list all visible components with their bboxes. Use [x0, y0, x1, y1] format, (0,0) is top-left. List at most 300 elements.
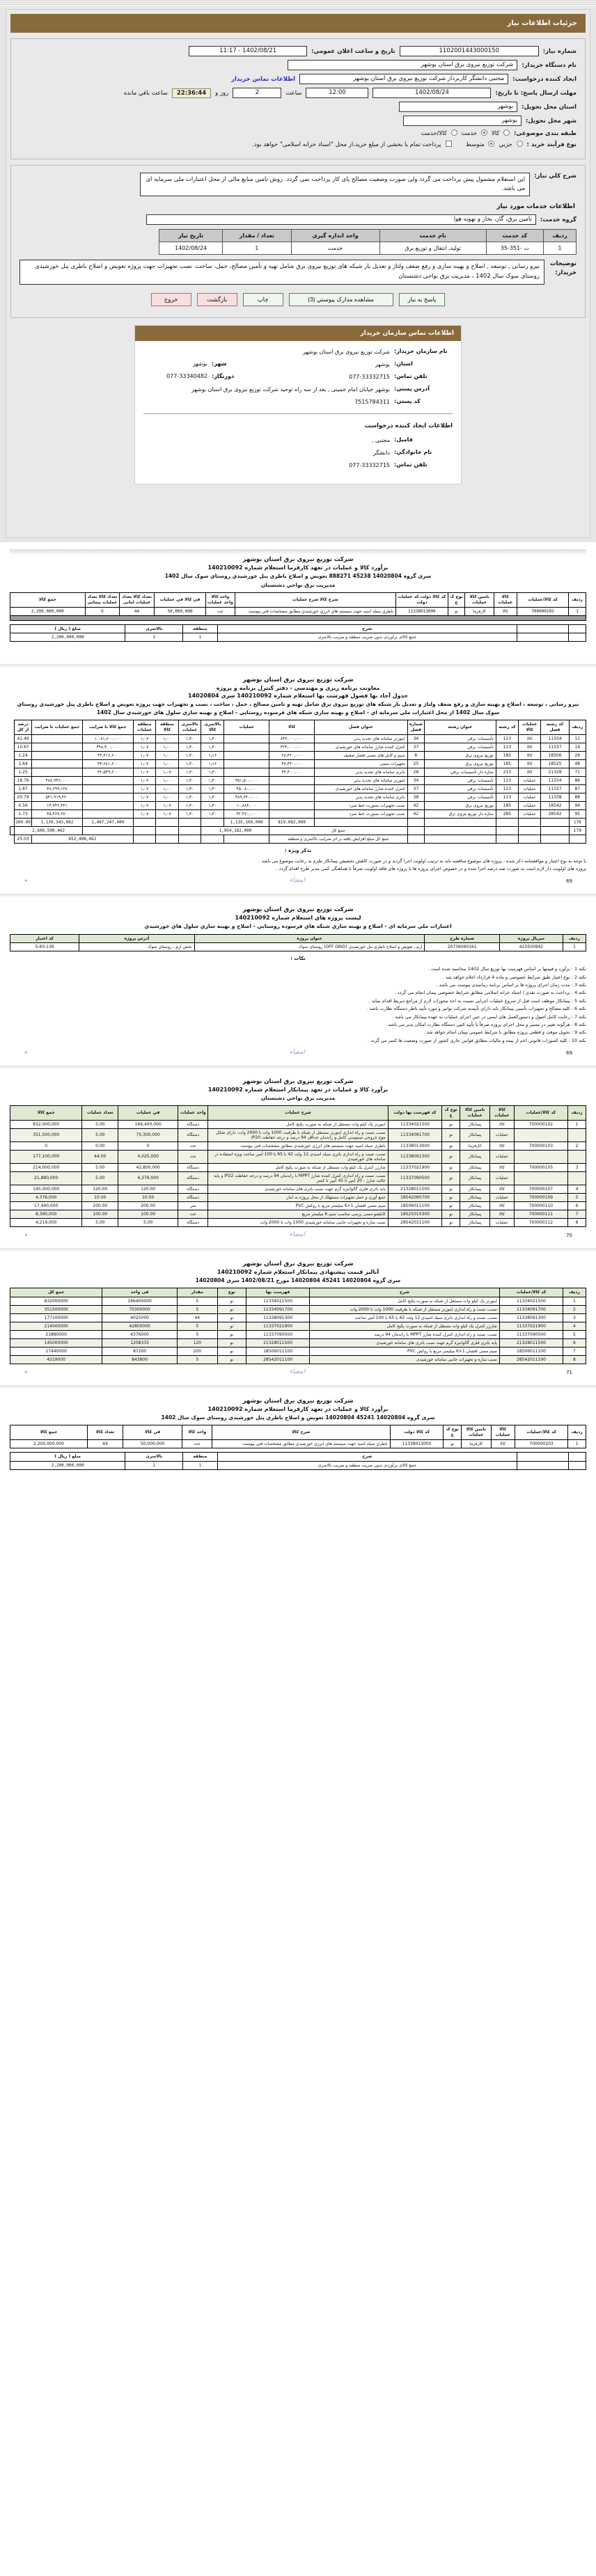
table-cell: نو: [217, 1322, 246, 1330]
table-header-row: [10, 624, 586, 633]
table-cell: ۱٫۳۰: [178, 751, 201, 759]
table-cell: 1,954,182,000: [201, 826, 269, 835]
table-cell: 37: [407, 743, 425, 751]
table-subtotal-row: [10, 818, 586, 826]
table-cell: دستگاه: [178, 1193, 208, 1201]
table-cell: 10.67: [15, 743, 32, 751]
table-cell: ۱٫۳۰: [178, 801, 201, 809]
table-cell: [178, 826, 201, 835]
th-unit: واحد اندازه گیری: [291, 230, 379, 242]
back-button[interactable]: بازگشت: [197, 293, 237, 306]
table-cell: ۴۴,۶۸۱,۶۰۰: [82, 759, 133, 768]
table-cell: [407, 835, 425, 843]
table-cell: کالا: [518, 759, 541, 768]
browser-chrome-lines: [0, 0, 596, 6]
table-cell: پیمانکار: [460, 1120, 490, 1128]
table-cell: 145000000: [10, 1338, 102, 1347]
table-cell: 8,390,000: [10, 1210, 82, 1218]
row-province: [19, 102, 577, 112]
print-button[interactable]: چاپ: [243, 293, 283, 306]
table-row: [10, 1201, 586, 1210]
table-cell: 4,376,000: [10, 1193, 82, 1201]
table-cell: 100.00: [118, 1210, 178, 1218]
table-cell: نو: [442, 1128, 460, 1141]
table-cell: ۱٫۰۰: [156, 751, 178, 759]
th-p2-7: کالا: [269, 720, 315, 734]
th-p6-10: جمع کالا: [10, 1425, 88, 1440]
table-cell: 42800000: [102, 1322, 178, 1330]
table-cell: [224, 835, 269, 843]
table-cell: 28: [407, 768, 425, 776]
th-p5-3: فهرست بها: [246, 1288, 310, 1297]
table-cell: 0: [10, 1141, 82, 1150]
sum-blank-a: [569, 624, 586, 633]
th-p1-2: کالا عملیات: [494, 593, 517, 608]
table-cell: [224, 768, 269, 776]
table-cell: عملیات: [518, 801, 541, 809]
table-cell: ۱٫۰۰: [156, 793, 178, 801]
table-cell: اینورتر سامانه هاي تجدید پذیر: [314, 776, 407, 784]
table-cell: پیمانکار: [460, 1218, 490, 1226]
field-buyer-notes: نیرو رسانی , توسعه , اصلاح و بهینه سازی و رفع ضعف ولتاژ و تعدیل بار شبکه های توزیع نیروی برق شامل تهیه و تأمین مصالح، حمل، ساخت، نصب تجهیزات جهت پروژه تعویض و اصلاح باطری پنل خورشیدی روستای سوک سال 1402 ، مدیریت برق نواحی دشتستان: [19, 260, 544, 284]
table-cell: 5: [177, 1355, 217, 1364]
office-stamp: ✦: [24, 1050, 29, 1057]
table-cell: تأسیسات برقي: [425, 734, 496, 743]
table-cell: 94: [569, 801, 586, 809]
th-sum-2: بالاسری: [125, 624, 183, 633]
th-p5-6: فی واحد: [102, 1288, 178, 1297]
row-service-group: [19, 214, 577, 225]
table-cell: 18525010300: [388, 1210, 442, 1218]
table-cell: [518, 818, 541, 826]
table-cell: 4376000: [102, 1330, 178, 1338]
th-p1-5: کد کالا دولت کد عملیات دولت: [396, 593, 448, 608]
table-cell: کالا: [490, 1141, 514, 1150]
table-cell: [541, 835, 569, 843]
table-cell: 652,408,462: [32, 835, 134, 843]
table-cell: [32, 768, 83, 776]
buyer-contact-link[interactable]: اطلاعات تماس خریدار: [231, 75, 296, 83]
table-cell: 100.00: [15, 818, 32, 826]
print4-tbody: [10, 1120, 586, 1226]
table-cell: 50,000,000: [123, 1439, 182, 1448]
table-cell: 11338091300: [246, 1313, 310, 1322]
table-cell: ۱٫۰۰: [156, 743, 178, 751]
table-cell: 113: [496, 743, 518, 751]
table-cell: 11338013000: [388, 1141, 442, 1150]
contact-row-postal: [143, 398, 453, 406]
cell-p1-7: عدد: [206, 607, 235, 615]
radio-label-kala: کالا: [491, 130, 500, 137]
table-cell: [178, 835, 201, 843]
th-p4-2: کالا عملیات: [490, 1106, 514, 1121]
cell-p1-10: 0: [85, 607, 120, 615]
table-cell: 1: [563, 943, 586, 951]
table-cell: تأسیسات برقي: [425, 793, 496, 801]
table-cell: پیمانکار: [460, 1185, 490, 1193]
th-p5-0: ردیف: [563, 1288, 586, 1297]
radio-purchase-jozii[interactable]: [499, 141, 522, 148]
th-qty: تعداد / مقدار: [223, 230, 291, 242]
table-row: [10, 1193, 586, 1201]
th-p2-11: منطقه کالا: [156, 720, 178, 734]
table-cell: [32, 759, 83, 768]
table-cell: 11334: [541, 776, 569, 784]
print4-footer: [10, 1227, 586, 1244]
th-sum6-3: مبلغ ( ریال ): [10, 1452, 125, 1461]
radio-purchase-motavaset[interactable]: [466, 141, 494, 148]
table-cell: کالا: [518, 768, 541, 776]
table-cell: ۴۷,۴۴۰,۰۰۰: [269, 759, 315, 768]
table-cell: سیم مسی افشان 1×6 میلیمتر مربع با روکش PVC: [208, 1201, 388, 1210]
row-classification: [19, 129, 577, 137]
table-cell: 1.64: [15, 759, 32, 768]
table-cell: 28542011100: [388, 1218, 442, 1226]
th-p5-7: جمع کل: [10, 1288, 102, 1297]
scan-edge: [10, 549, 586, 555]
row-buyer-notes: [19, 260, 577, 284]
table-cell: نصب، تست و راه اندازی اینورتر مستقل از شبکه با ظرفیت 1000 وات تا 2000 وات: [310, 1305, 500, 1313]
cell-sum-2: 1: [125, 633, 183, 642]
label-announce-datetime: تاریخ و ساعت اعلان عمومي:: [311, 47, 395, 55]
table-cell: نصب، تست و راه اندازی باتری سیلد اسیدی 12 ولت 42 با 65 با 100 آمپر ساعت ویژه استفاده در سامانه های خورشیدی: [208, 1150, 388, 1163]
radio-icon-kala: [503, 129, 510, 136]
form-container: [6, 9, 590, 538]
contact-label-lastname: فامیل:: [394, 436, 413, 443]
table-cell: ۵۴۱,۹۱۹,۴۲۰: [32, 793, 83, 801]
table-cell: نو: [442, 1185, 460, 1193]
signature-stamp: امضاء: [289, 877, 305, 885]
th-p5-2: شرح: [310, 1288, 500, 1297]
table-cell: تجهیزات مسی: [314, 759, 407, 768]
label-classification: طبقه بندی موضوعی:: [514, 129, 577, 137]
table-cell: 86: [569, 776, 586, 784]
th-p3-3: عنوان پروژه: [194, 934, 425, 943]
table-row: [10, 1163, 586, 1171]
table-cell: 11334021500: [246, 1297, 310, 1305]
table-cell: پایه باتری فلزی گالوانیزه گرم جهت نصب باتری های سامانه خورشیدی: [310, 1338, 500, 1347]
table-cell: [32, 743, 83, 751]
table-cell: 700000112: [514, 1218, 568, 1226]
table-cell: ۴۲,۵۴۹,۶۰۰: [82, 768, 133, 776]
shaded-band: [10, 615, 586, 620]
table-cell: نصب، تست و راه اندازی باتری سیلد اسیدی 12 ولت 42 با 65 با 100 آمپر ساعت: [310, 1313, 500, 1322]
table-cell: 2: [568, 1141, 586, 1150]
table-row: [10, 1322, 586, 1330]
table-cell: [82, 793, 133, 801]
table-cell: [133, 835, 156, 843]
table-cell: 819,082,000: [269, 818, 315, 826]
table-cell: 1.87: [15, 784, 32, 793]
table-cell: 71: [569, 768, 586, 776]
table-cell: 5-60-136: [10, 943, 79, 951]
print2-tbody: [10, 734, 586, 843]
print2-line1: معاونت برنامه ریزی و مهندسی - دفتر کنترل برنامه و پروژه: [216, 685, 380, 692]
exit-button[interactable]: خروج: [151, 293, 191, 306]
note-line: نکته 8 : هرگونه تغییر در مسیر و محل اجرای پروژه صرفاً با تأیید کتبی دستگاه نظارت امکان پذیر می باشد .: [385, 1021, 586, 1027]
th-p2-13: جمع کالا با ضرایب: [82, 720, 133, 734]
label-general-desc: شرح کلي نیاز:: [534, 173, 577, 180]
contact-row-firstname: [143, 449, 453, 457]
table-cell: ۴۸۸,۹۴۶,۰۰۰: [32, 776, 83, 784]
table-cell: 44: [177, 1313, 217, 1322]
checkbox-treasury[interactable]: [252, 141, 452, 148]
print1-summary-table: [10, 624, 586, 642]
table-cell: [178, 818, 201, 826]
cell-p1-5: 11338013000: [396, 607, 448, 615]
table-cell: 44: [87, 1439, 123, 1448]
radio-classification-both[interactable]: [421, 129, 457, 137]
table-cell: 214000000: [10, 1322, 102, 1330]
table-cell: 177,100,000: [10, 1150, 82, 1163]
table-cell: ۱٫۳۰: [201, 734, 224, 743]
scan-page-unit-rates: [0, 668, 596, 894]
table-row: [10, 943, 586, 951]
th-p1-3: تامین کالا عملیات: [465, 593, 494, 608]
table-cell: 21328011500: [246, 1338, 310, 1347]
table-cell: عملیات: [490, 1193, 514, 1201]
table-cell: ۱٫۰۰: [156, 759, 178, 768]
table-cell: 5.00: [82, 1171, 118, 1185]
table-cell: ۴۵,۰۸۰,۰۰۰: [224, 784, 269, 793]
buyer-contact-card: [134, 325, 462, 484]
table-row: [10, 759, 586, 768]
table-cell: عملیات: [490, 1171, 514, 1185]
th-p2-0: ردیف: [569, 720, 586, 734]
table-cell: 18506011100: [246, 1347, 310, 1355]
table-row: [10, 768, 586, 776]
table-cell: ۴۵۱,۵۰۰,۰۰۰: [224, 776, 269, 784]
table-cell: 351500000: [10, 1305, 102, 1313]
label-buyer-notes: توضیحات خریدار:: [549, 260, 577, 277]
table-cell: باطري سیلد اسید جهت سیستم هاي انرژي خورشیدي مطابق مشخصات فني پیوست: [212, 1439, 390, 1448]
table-cell: 18542090700: [388, 1193, 442, 1201]
table-cell: کارفرما: [460, 1141, 490, 1150]
table-cell: نصب سازه و تجهیزات جانبی سامانه خورشیدی 1000 وات تا 2000 وات: [208, 1218, 388, 1226]
table-cell: 185: [496, 801, 518, 809]
table-cell: 843800: [102, 1355, 178, 1364]
table-cell: ۱٫۳۰: [178, 768, 201, 776]
cell-qty: 1: [223, 242, 291, 255]
table-cell: کالا: [491, 1439, 515, 1448]
table-cell: ۱٫۱۶: [201, 751, 224, 759]
table-cell: 18525: [541, 759, 569, 768]
requester-section-title: اطلاعات ایجاد کننده درخواست: [364, 422, 453, 429]
contact-value-fax: 077-33340482: [166, 372, 207, 379]
need-items-table: [159, 229, 577, 255]
contact-value-address: بوشهر خیابان امام خمینی , بعد از سه راه توحید شرکت توزیع نیروی برق استان بوشهر: [191, 386, 390, 393]
th-p6-1: کد کالا/عملیات: [515, 1425, 568, 1440]
table-cell: 214,000,000: [10, 1163, 82, 1171]
field-buyer-org: شرکت توزیع نیروی برق استان بوشهر: [288, 60, 517, 70]
table-cell: ۱٫۳۰: [178, 784, 201, 793]
table-cell: 5: [177, 1297, 217, 1305]
contact-row-org: [143, 348, 453, 356]
table-cell: 6: [407, 751, 425, 759]
table-cell: [568, 1171, 586, 1185]
cell-p1-8: 50,000,000: [154, 607, 205, 615]
th-p2-4: عنوان رشته: [425, 720, 496, 734]
table-cell: 18542: [541, 801, 569, 809]
th-p1-9: تعداد کالا تعداد عملیات امانی: [120, 593, 155, 608]
contact-row-contact-phone: [143, 461, 453, 470]
table-cell: 5.00: [82, 1163, 118, 1171]
table-cell: ۱٫۳۰: [201, 768, 224, 776]
th-p1-1: کد کالا/عملیات: [517, 593, 568, 608]
scan-page-contractor-estimate: [0, 1070, 596, 1248]
table-cell: 113: [496, 776, 518, 784]
table-cell: کنترل کننده شارژ سامانه هاي خورشیدی: [314, 784, 407, 793]
field-general-desc: این استعلام مشمول پیش پرداخت می گردد ولی صورت وضعیت مصالح پای کار پرداخت نمی گردد. روش تامین منابع مالی از محل اعتبارات ملی سرمایه ای می باشد.: [140, 173, 530, 196]
contact-row-lastname: [143, 436, 453, 445]
table-cell: کنترل کننده شارژ سامانه هاي خورشیدی: [314, 743, 407, 751]
respond-to-need-button[interactable]: پاسخ به نیاز: [399, 293, 446, 306]
page-number: 70: [566, 1232, 572, 1238]
th-p1-8: في کالا في عملیات: [154, 593, 205, 608]
table-cell: 70300000: [102, 1305, 178, 1313]
radio-icon-both: [451, 129, 457, 136]
table-cell: کالا: [490, 1210, 514, 1218]
table-cell: 120.00: [82, 1185, 118, 1193]
table-cell: [314, 818, 407, 826]
print3-table: [10, 934, 586, 952]
row-buyer-org: [19, 60, 577, 70]
table-cell: 11: [569, 734, 586, 743]
radio-icon-motavaset: [488, 141, 494, 147]
field-deadline-days: 2: [233, 88, 281, 98]
table-cell: ۱٫۰۷: [156, 809, 178, 818]
table-cell: پیمانکار: [460, 1210, 490, 1218]
table-cell: ۱۰,۸۸۴,۰۰۰: [224, 801, 269, 809]
print5-org: شرکت توزیع نیروی برق استان بوشهر: [242, 1260, 354, 1267]
table-cell: 21328011500: [388, 1185, 442, 1193]
table-cell: 6: [563, 1338, 586, 1347]
table-cell: 1.73: [15, 809, 32, 818]
table-cell: 8: [568, 1218, 586, 1226]
th-p4-10: جمع کالا: [10, 1106, 82, 1121]
view-attachments-button[interactable]: مشاهده مدارک پیوستي (3): [289, 293, 393, 306]
sum-blank-b: [517, 624, 568, 633]
table-cell: 4,025,000: [118, 1150, 178, 1163]
table-cell: 2: [563, 1305, 586, 1313]
table-cell: ۱٫۳۰: [178, 809, 201, 818]
table-cell: نصب تجهیزات بصورت خط سرد: [314, 801, 407, 809]
table-cell: عملیات: [490, 1128, 514, 1141]
table-cell: 14: [569, 743, 586, 751]
table-cell: 832000000: [10, 1297, 102, 1305]
table-cell: عملیات: [518, 793, 541, 801]
table-cell: 113: [496, 734, 518, 743]
print4-table: [10, 1105, 586, 1227]
table-cell: توزیع نیروی برق: [425, 801, 496, 809]
cell-sum-0: جمع کالای برآوردی بدون ضریب منطقه و ضریب بالاسری: [217, 633, 517, 642]
signature-stamp: امضاء: [289, 1231, 305, 1238]
table-cell: عملیات: [490, 1150, 514, 1163]
table-cell: 166,400,000: [118, 1120, 178, 1128]
th-p1-11: جمع کالا: [10, 593, 86, 608]
table-cell: ۱۴,۷۴۲,۴۴۱: [32, 801, 83, 809]
th-p6-8: في کالا: [123, 1425, 182, 1440]
contact-value-phone: 077-33332715: [349, 373, 390, 380]
th-p6-0: ردیف: [568, 1425, 586, 1440]
note-line: نکته 9 : تحویل موقت و قطعی پروژه مطابق با شرایط عمومی پیمان انجام خواهد شد .: [423, 1029, 586, 1036]
table-cell: 11337021900: [499, 1322, 563, 1330]
table-cell: نو: [442, 1210, 460, 1218]
table-cell: 0: [118, 1141, 178, 1150]
th-row-no: ردیف: [544, 230, 577, 242]
print6-tbody: [10, 1439, 586, 1448]
table-cell: 0.00: [82, 1141, 118, 1150]
contact-label-org: نام سازمان خریدار:: [394, 347, 448, 354]
sum6-blank-b: [517, 1452, 568, 1461]
table-cell: 11334021500: [499, 1297, 563, 1305]
table-row: [10, 1461, 586, 1469]
table-cell: [82, 826, 133, 835]
table-cell: شارژر کنترل یک کیلو وات مستقل از شبکه به صورت پکیج کامل: [310, 1322, 500, 1330]
table-cell: 18506011100: [388, 1201, 442, 1210]
table-cell: 25: [407, 759, 425, 768]
table-cell: 1,467,247,400: [82, 818, 133, 826]
contact-divider: [143, 413, 453, 414]
table-cell: نو: [217, 1305, 246, 1313]
table-cell: 20736060161: [425, 943, 500, 951]
table-header-row: [10, 1452, 586, 1461]
table-cell: 42: [407, 801, 425, 809]
table-cell: پیمانکار: [460, 1193, 490, 1201]
table-cell: سازه دار توزیع نیروی برق: [425, 809, 496, 818]
contact-label-address: آدرس پستي:: [394, 385, 430, 392]
table-cell: 48: [569, 759, 586, 768]
table-total-row: [10, 826, 586, 835]
table-cell: [496, 835, 518, 843]
contact-label-firstname: نام خانوادگي:: [394, 448, 432, 455]
table-cell: تأسیسات برقي: [425, 776, 496, 784]
th-p1-4: نوع ک ع: [448, 593, 465, 608]
table-cell: پیمانکار: [460, 1201, 490, 1210]
table-cell: [201, 835, 224, 843]
table-cell: 42: [407, 809, 425, 818]
table-cell: 21328011500: [499, 1338, 563, 1347]
th-p2-5: شماره فصل: [407, 720, 425, 734]
table-cell: ۱٫۱۶: [201, 759, 224, 768]
print6-line2: سری گروه 14020804 45241 14020804 تعویض و اصلاح باطري پنل خورشیدي روستاي سوک سال 1402: [161, 1414, 435, 1421]
sum-cell-blank-b: [517, 633, 568, 642]
table-cell: اینورتر سامانه هاي تجدید پذیر: [314, 734, 407, 743]
th-p6-6: شرح کالا: [212, 1425, 390, 1440]
cell-p1-0: 1: [569, 607, 586, 615]
table-cell: ۱٫۳۰: [201, 809, 224, 818]
table-cell: 177100000: [10, 1313, 102, 1322]
table-cell: متر: [178, 1201, 208, 1210]
table-cell: 5.00: [82, 1218, 118, 1226]
label-deadline: مهلت ارسال پاسخ: تا تاریخ:: [495, 89, 577, 97]
th-p4-3: تامین کالا عملیات: [460, 1106, 490, 1121]
table-row: [10, 751, 586, 759]
radio-classification-kala[interactable]: [492, 129, 510, 137]
contact-row-address: [143, 386, 453, 394]
table-cell: 200.00: [118, 1201, 178, 1210]
table-cell: نصب، تست و راه اندازی کنترل کننده شارژ MPPT با راندمان 94 درصد: [310, 1330, 500, 1338]
table-cell: ٠: [10, 826, 15, 835]
table-cell: [541, 826, 569, 835]
table-cell: 423500842: [499, 943, 563, 951]
print6-summary-table: [10, 1452, 586, 1470]
table-cell: 166400000: [102, 1297, 178, 1305]
table-cell: 10.00: [82, 1193, 118, 1201]
th-need-date: تاریخ نیاز: [159, 230, 223, 242]
radio-classification-khedmat[interactable]: [462, 129, 487, 137]
note-line: نکته 4 : پرداخت به صورت نقدی / اسناد خزانه اسلامی مطابق شرایط خصوصی پیمان انجام می گردد .: [394, 990, 586, 996]
